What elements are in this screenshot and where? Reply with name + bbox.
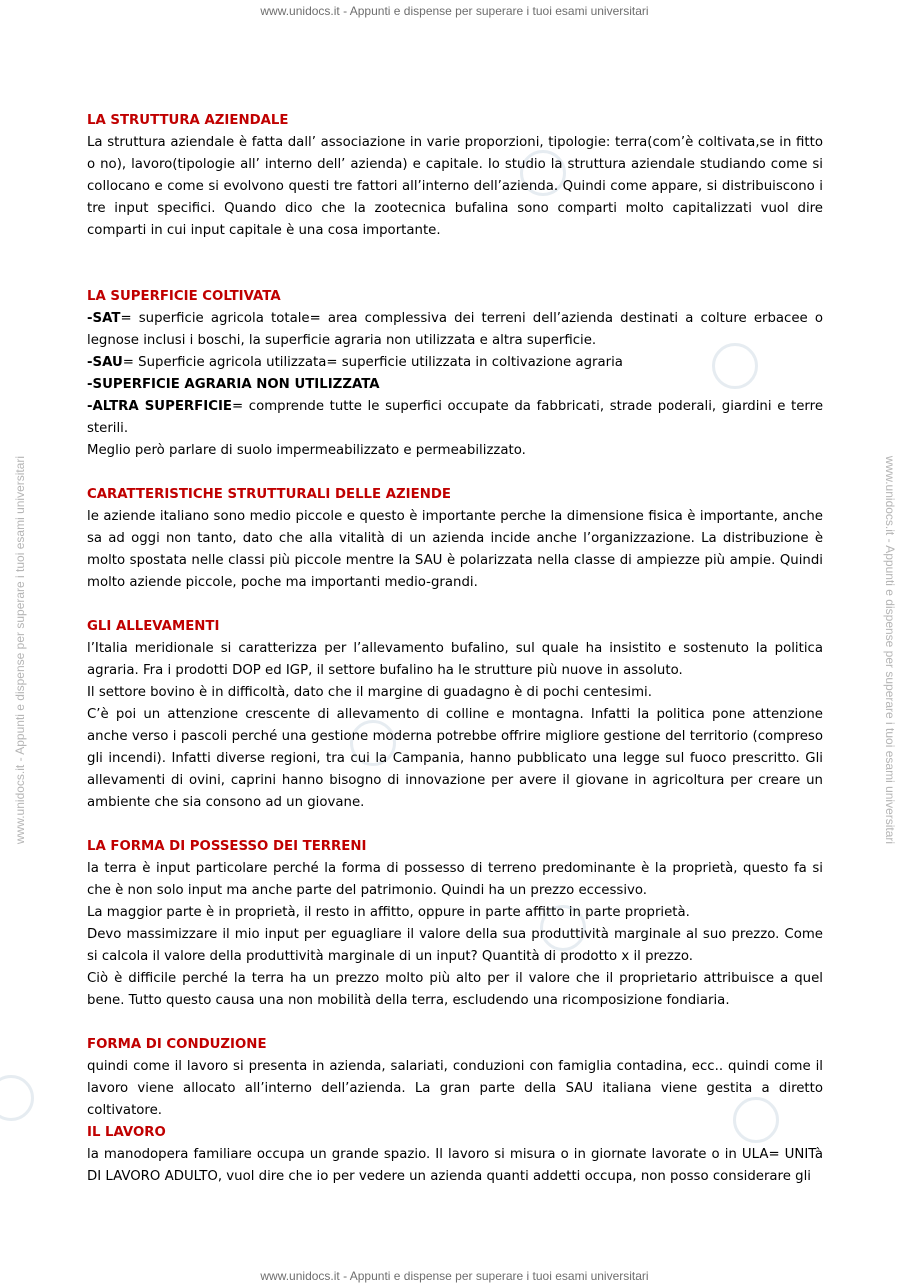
paragraph: quindi come il lavoro si presenta in azienda, salariati, conduzioni con famiglia contadina, ecc.. quindi come il lavoro viene allocato all’interno dell’azienda. La gran parte della SAU italiana viene gestita a diretto coltivatore. [87,1059,823,1118]
footer-banner: www.unidocs.it - Appunti e dispense per superare i tuoi esami universitari [260,1269,649,1283]
section-title: IL LAVORO [87,1125,166,1140]
watermark-logo-icon [0,1075,34,1121]
section-title: CARATTERISTICHE STRUTTURALI DELLE AZIENDE [87,487,451,502]
definition-non-utilizzata [87,374,823,396]
paragraph: le aziende italiano sono medio piccole e questo è importante perche la dimensione fisica è importante, anche sa ad oggi non tanto, dato che alla vitalità di un azienda incide anche l’organizzazione. La distribuzione è molto spostata nelle classi più piccole mentre la SAU è polarizzata nella classe di ampiezze più ampie. Quindi molto aziende piccole, poche ma importanti medio-grandi. [87,509,823,590]
paragraph: l’Italia meridionale si caratterizza per l’allevamento bufalino, sul quale ha insistito e sostenuto la politica agraria. Fra i prodotti DOP ed IGP, il settore bufalino ha le strutture più nuove in assoluto. [87,641,823,678]
section-allevamenti [87,616,823,814]
definition-term: -SUPERFICIE AGRARIA NON UTILIZZATA [87,377,380,392]
paragraph: Meglio però parlare di suolo impermeabilizzato e permeabilizzato. [87,443,526,458]
section-title: FORMA DI CONDUZIONE [87,1037,267,1052]
header-banner: www.unidocs.it - Appunti e dispense per superare i tuoi esami universitari [260,4,649,18]
paragraph: La maggior parte è in proprietà, il resto in affitto, oppure in parte affitto in parte proprietà. [87,905,690,920]
definition-term: -SAT [87,311,121,326]
definition-term: -ALTRA SUPERFICIE [87,399,232,414]
section-superficie-coltivata [87,286,823,462]
section-forma-conduzione [87,1034,823,1122]
section-title: GLI ALLEVAMENTI [87,619,220,634]
document-body [87,110,823,1188]
paragraph: Devo massimizzare il mio input per eguagliare il valore della sua produttività marginale al suo prezzo. Come si calcola il valore della produttività marginale di un input? Quantità di prodotto x il prezzo. [87,927,823,964]
definition-term: -SAU [87,355,123,370]
definition-sau [87,352,823,374]
section-struttura-aziendale [87,110,823,242]
paragraph: C’è poi un attenzione crescente di allevamento di colline e montagna. Infatti la politica pone attenzione anche verso i pascoli perché una gestione moderna potrebbe offrire migliore gestione del territorio (compreso gli incendi). Infatti diverse regioni, tra cui la Campania, hanno pubblicato una legge sul fuoco prescritto. Gli allevamenti di ovini, caprini hanno bisogno di innovazione per avere il giovane in agricoltura per creare un ambiente che sia consono ad un giovane. [87,707,823,810]
section-forma-possesso [87,836,823,1012]
section-caratteristiche-strutturali [87,484,823,594]
paragraph: La struttura aziendale è fatta dall’ associazione in varie proporzioni, tipologie: terra(com’è coltivata,se in fitto o no), lavoro(tipologie all’ interno dell’ azienda) e capitale. Io studio la struttura aziendale studiando come si collocano e come si evolvono questi tre fattori all’interno dell’azienda. Quindi come appare, si distribuiscono i tre input specifici. Quando dico che la zootecnica bufalina sono comparti molto capitalizzati vuol dire comparti in cui input capitale è una cosa importante. [87,135,823,238]
paragraph: Il settore bovino è in difficoltà, dato che il margine di guadagno è di pochi centesimi. [87,685,652,700]
paragraph: la manodopera familiare occupa un grande spazio. Il lavoro si misura o in giornate lavorate o in ULA= UNITà DI LAVORO ADULTO, vuol dire che io per vedere un azienda quanti addetti occupa, non posso considerare gli [87,1147,823,1184]
section-title: LA SUPERFICIE COLTIVATA [87,289,281,304]
side-watermark-right: www.unidocs.it - Appunti e dispense per superare i tuoi esami universitari [883,455,897,845]
definition-altra-superficie [87,396,823,440]
section-title: LA FORMA DI POSSESSO DEI TERRENI [87,839,367,854]
side-watermark-left: www.unidocs.it - Appunti e dispense per superare i tuoi esami universitari [13,455,27,845]
paragraph: Ciò è difficile perché la terra ha un prezzo molto più alto per il valore che il proprietario attribuisce a quel bene. Tutto questo causa una non mobilità della terra, escludendo una ricomposizione fondiaria. [87,971,823,1008]
definition-text: = Superficie agricola utilizzata= superficie utilizzata in coltivazione agraria [122,355,623,370]
paragraph: la terra è input particolare perché la forma di possesso di terreno predominante è la proprietà, questo fa si che è non solo input ma anche parte del patrimonio. Quindi ha un prezzo eccessivo. [87,861,823,898]
definition-text: = comprende tutte le superfici occupate da fabbricati, strade poderali, giardini e terre sterili. [87,399,824,436]
definition-text: = superficie agricola totale= area complessiva dei terreni dell’azienda destinati a colture erbacee o legnose inclusi i boschi, la superficie agraria non utilizzata e altra superficie. [87,311,823,348]
definition-sat [87,308,823,352]
section-lavoro [87,1122,823,1188]
section-title: LA STRUTTURA AZIENDALE [87,113,289,128]
